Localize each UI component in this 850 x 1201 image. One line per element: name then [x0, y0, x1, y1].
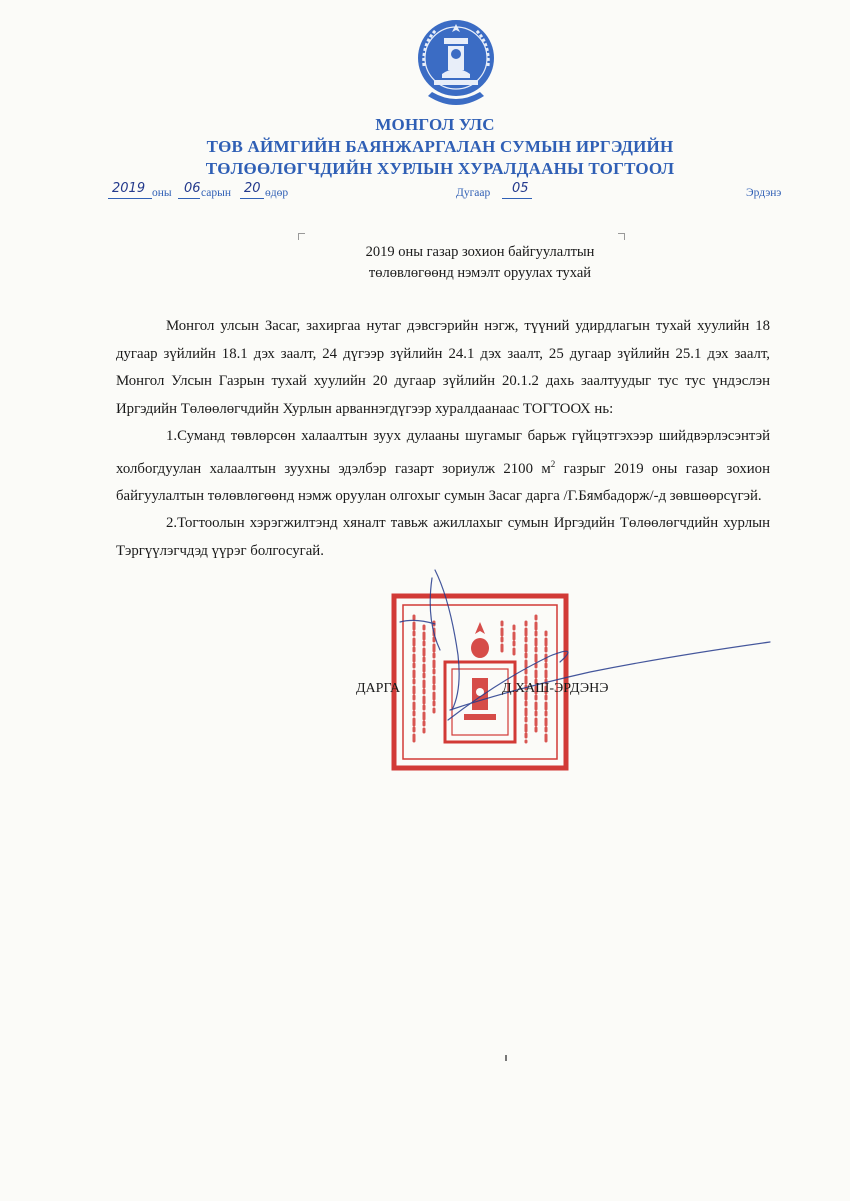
- number-handwritten: 05: [512, 181, 529, 196]
- header-organization: ТӨВ АЙМГИЙН БАЯНЖАРГАЛАН СУМЫН ИРГЭДИЙН: [206, 137, 674, 156]
- month-handwritten: 06: [184, 181, 201, 196]
- day-handwritten: 20: [244, 181, 261, 196]
- place-name: Эрдэнэ: [746, 187, 782, 199]
- body-paragraph-preamble: Монгол улсын Засаг, захиргаа нутаг дэвсгэрийн нэгж, түүний удирдлагын тухай хуулийн 18 дугаар зүйлийн 18.1 дэх заалт, 24 дүгээр зүйлийн 24.1 дэх заалт, 25 дугаар зүйлийн 25.1 дэх заалт, Монгол Улсын Газрын тухай хуулийн 20 дугаар зүйлийн 20.1.2 дахь заалтуудыг тус тус үндэслэн Иргэдийн Төлөөлөгчдийн Хурлын арваннэгдүгээр хуралдаанаас ТОГТООХ нь:: [116, 318, 770, 417]
- year-suffix: оны: [152, 187, 172, 199]
- item-1-superscript: 2: [550, 458, 556, 469]
- signoff-name: Д.ХАШ-ЭРДЭНЭ: [502, 681, 609, 696]
- header-document-type: ТӨЛӨӨЛӨГЧДИЙН ХУРЛЫН ХУРАЛДААНЫ ТОГТООЛ: [205, 159, 675, 178]
- subject-corner-left: [298, 233, 305, 240]
- handwritten-signature: [340, 560, 780, 750]
- day-suffix: өдөр: [265, 187, 289, 199]
- document-header: [0, 114, 850, 180]
- document-subject: [300, 242, 660, 284]
- item-1-text-after: газрыг 2019 оны газар зохион байгуулалтын төлөвлөгөөнд нэмж оруулан олгохыг сумын Засаг дарга /Г.Бямбадорж/-д зөвшөөрсүгэй.: [116, 460, 770, 504]
- day-underline: [240, 198, 264, 199]
- document-body: [116, 313, 770, 565]
- subject-line-1: 2019 оны газар зохион байгуулалтын: [365, 244, 595, 260]
- header-country: МОНГОЛ УЛС: [375, 115, 495, 134]
- number-underline: [502, 198, 532, 199]
- item-1-text-before: 1.Суманд төвлөрсөн халаалтын зуух дулааны шугамыг барьж гүйцэтгэхээр шийдвэрлэсэнтэй холбогдуулан халаалтын зуухны эдэлбэр газарт зориулж 2100 м: [116, 428, 770, 477]
- subject-corner-right: [618, 233, 625, 240]
- body-paragraph-item-1: [116, 423, 770, 510]
- month-underline: [178, 198, 200, 199]
- number-label: Дугаар: [456, 187, 491, 199]
- page-mark: [505, 1055, 507, 1061]
- year-handwritten: 2019: [112, 181, 146, 196]
- year-underline: [108, 198, 152, 199]
- body-paragraph-item-2: 2.Тогтоолын хэрэгжилтэнд хяналт тавьж ажиллахыг сумын Иргэдийн Төлөөлөгчдийн хурлын Тэргүүлэгчдэд үүрэг болгосугай.: [116, 515, 770, 559]
- signoff-title: ДАРГА: [356, 681, 401, 696]
- month-suffix: сарын: [201, 187, 231, 199]
- document-meta-row: [0, 181, 850, 206]
- state-emblem-icon: [414, 14, 498, 114]
- subject-line-2: төлөвлөгөөнд нэмэлт оруулах тухай: [368, 265, 592, 281]
